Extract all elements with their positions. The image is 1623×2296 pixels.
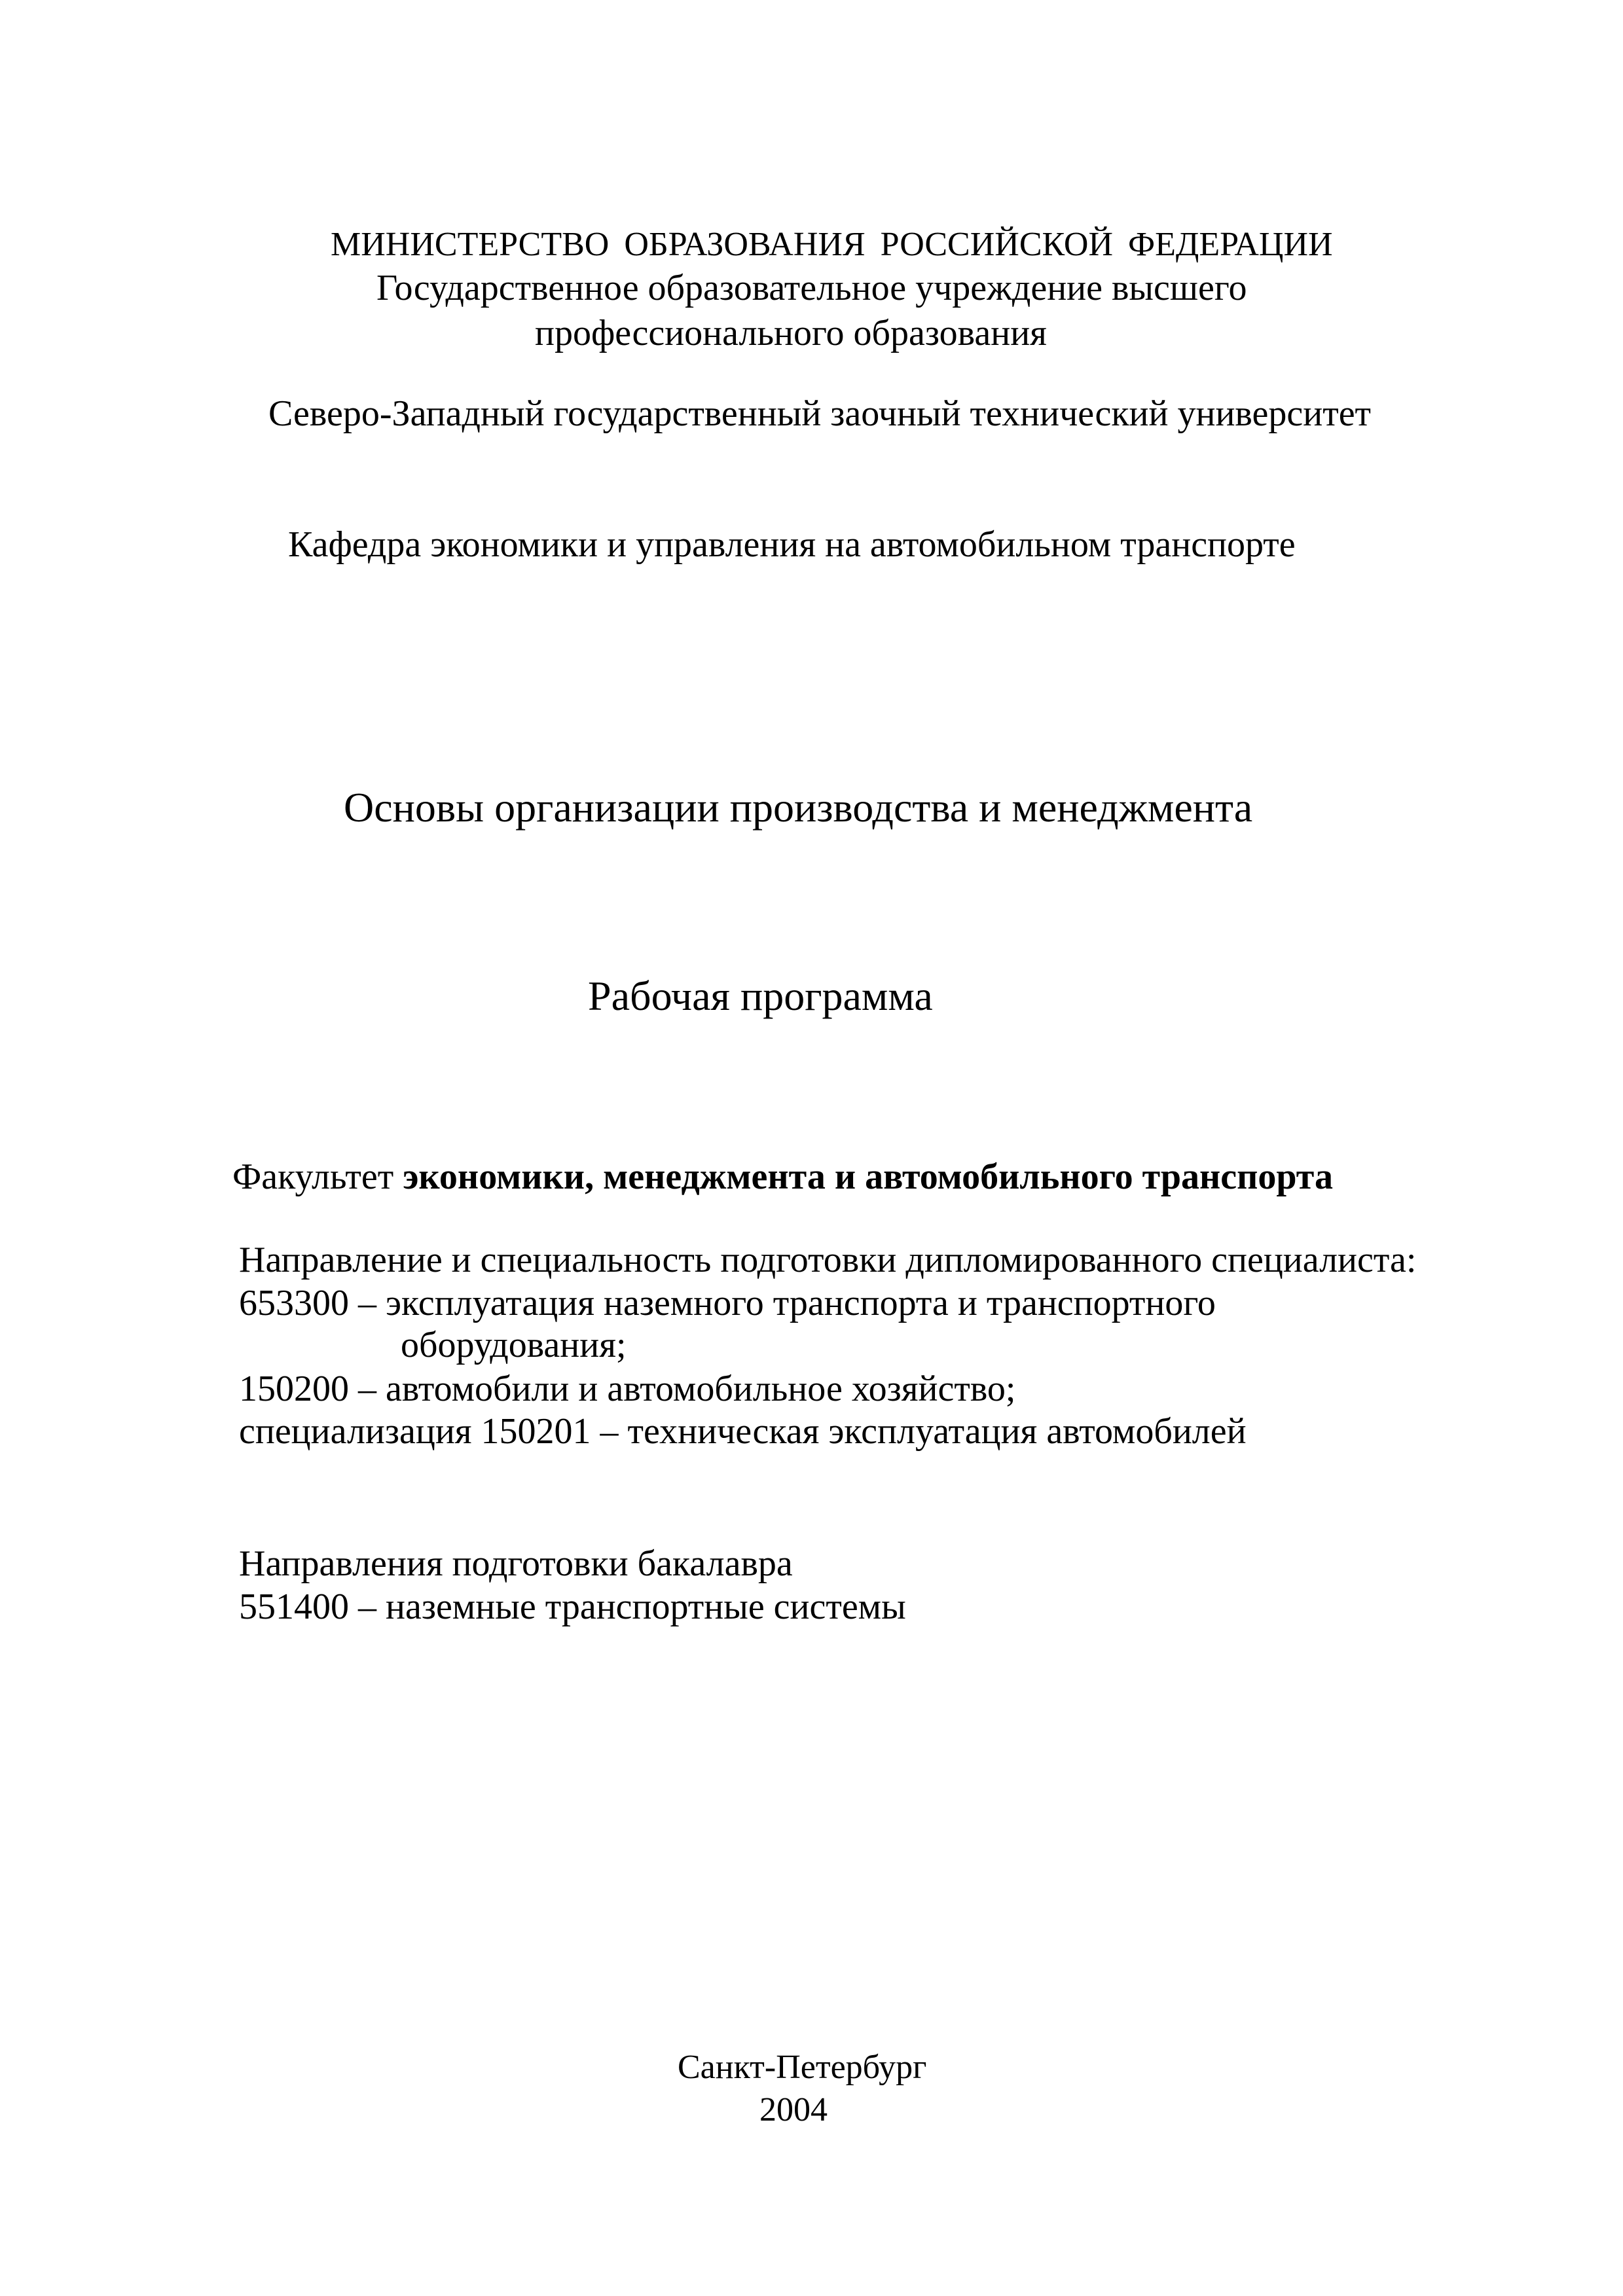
ministry-name: МИНИСТЕРСТВО ОБРАЗОВАНИЯ РОССИЙСКОЙ ФЕДЕРАЦИИ [331,226,1333,263]
institution-type-line-1: Государственное образовательное учреждение высшего [376,268,1247,308]
institution-type-line-2: профессионального образования [535,313,1047,353]
faculty-name: экономики, менеджмента и автомобильного транспорта [403,1157,1333,1197]
year: 2004 [759,2091,828,2128]
city: Санкт-Петербург [678,2049,927,2086]
university-name: Северо-Западный государственный заочный технический университет [268,393,1372,434]
specialization-150201: специализация 150201 – техническая эксплуатация автомобилей [239,1411,1247,1452]
specialist-heading: Направление и специальность подготовки дипломированного специалиста: [239,1240,1417,1280]
bachelor-551400: 551400 – наземные транспортные системы [239,1587,906,1627]
specialty-653300-continuation: оборудования; [401,1325,627,1365]
bachelor-heading: Направления подготовки бакалавра [239,1543,793,1584]
faculty-line [232,1158,1333,1195]
document-type: Рабочая программа [588,973,933,1019]
course-title: Основы организации производства и менеджмента [344,784,1253,831]
faculty-label: Факультет [232,1157,394,1197]
specialty-150200: 150200 – автомобили и автомобильное хозяйство; [239,1369,1016,1409]
department-name: Кафедра экономики и управления на автомобильном транспорте [288,524,1296,565]
specialty-653300: 653300 – эксплуатация наземного транспорта и транспортного [239,1283,1216,1323]
